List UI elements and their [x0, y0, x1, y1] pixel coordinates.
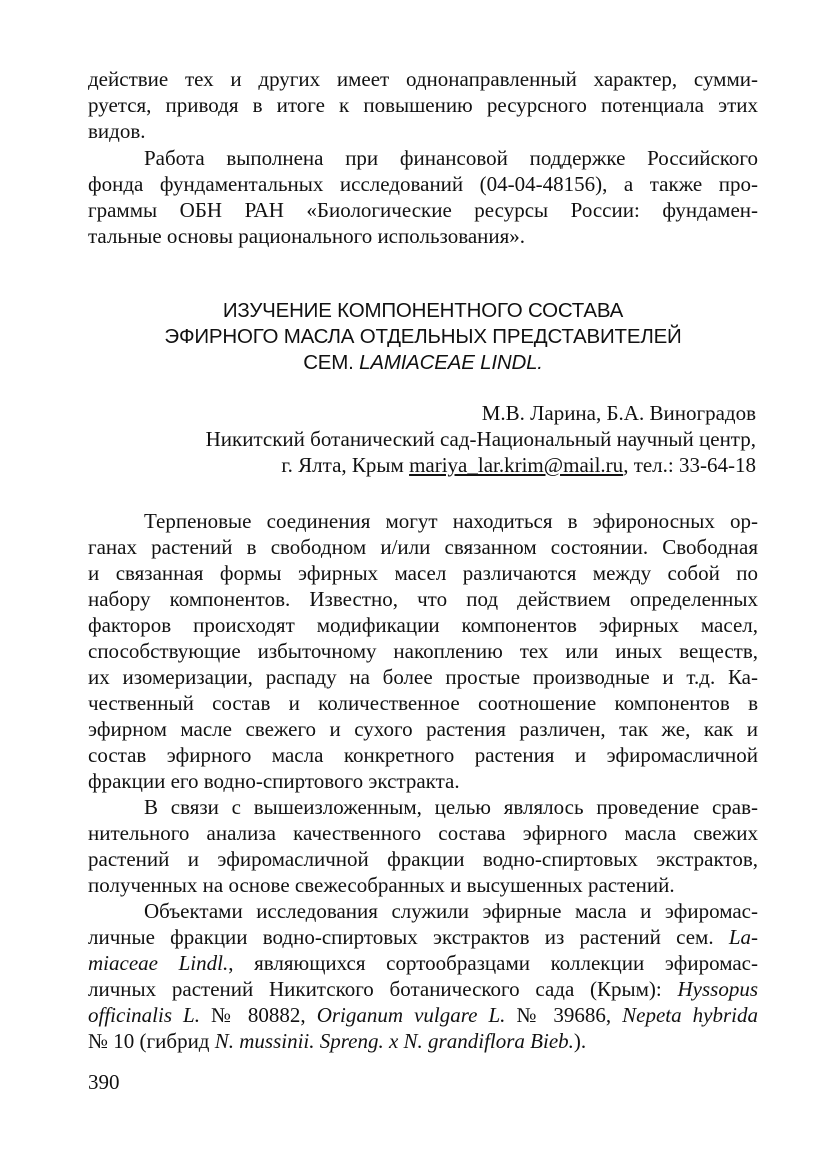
- text-line: [88, 924, 758, 950]
- paragraph-3: [88, 898, 758, 1054]
- email-link[interactable]: mariya_lar.krim@mail.ru: [409, 453, 624, 477]
- text-run: личных растений Никитского ботанического сада (Крым):: [88, 977, 678, 1001]
- text-run: № 10 (гибрид: [88, 1029, 215, 1053]
- text-line: Работа выполнена при финансовой поддержке Российского: [144, 146, 758, 170]
- italic-run: miaceae Lindl.: [88, 951, 229, 975]
- top-paragraph: [88, 66, 758, 144]
- phone: , тел.: 33-64-18: [623, 453, 756, 477]
- text-run: № 80882,: [199, 1003, 317, 1027]
- italic-run: La-: [728, 925, 758, 949]
- family-name: LAMIACEAE LINDL.: [359, 351, 543, 374]
- text-line: фонда фундаментальных исследований (04-04-48156), а также про-: [88, 172, 758, 196]
- title-line: ЭФИРНОГО МАСЛА ОТДЕЛЬНЫХ ПРЕДСТАВИТЕЛЕЙ: [164, 325, 682, 348]
- text-line: эфирном масле свежего и сухого растения различен, так же, как и: [88, 717, 758, 741]
- text-line: граммы ОБН РАН «Биологические ресурсы России: фундамен-: [88, 198, 758, 222]
- text-run: личные фракции водно-спиртовых экстрактов из растений сем.: [88, 925, 729, 949]
- text-line: фракции его водно-спиртового экстракта.: [88, 769, 460, 793]
- text-line: видов.: [88, 119, 146, 143]
- text-line: факторов происходят модификации компонентов эфирных масел,: [88, 613, 758, 637]
- funding-paragraph: [88, 145, 758, 249]
- text-line: и связанная формы эфирных масел различаются между собой по: [88, 561, 758, 585]
- title-line: [88, 350, 758, 376]
- text-line: Терпеновые соединения могут находиться в эфироносных ор-: [144, 509, 758, 533]
- text-line: Объектами исследования служили эфирные масла и эфиромас-: [144, 899, 758, 923]
- text-line: [88, 1028, 758, 1054]
- italic-run: Hyssopus: [677, 977, 758, 1001]
- affiliation: Никитский ботанический сад-Национальный научный центр,: [205, 427, 756, 451]
- title-prefix: СЕМ.: [303, 351, 360, 374]
- text-line: способствующие избыточному накоплению тех или иных веществ,: [88, 639, 758, 663]
- italic-run: Nepeta hybrida: [622, 1003, 759, 1027]
- text-line: растений и эфиромасличной фракции водно-спиртовых экстрактов,: [88, 847, 758, 871]
- page-number: 390: [88, 1070, 120, 1094]
- italic-run: N. mussinii. Spreng. x N. grandiflora Bieb.: [214, 1029, 574, 1053]
- italic-run: Origanum vulgare L.: [316, 1003, 506, 1027]
- text-line: [88, 976, 758, 1002]
- text-line: [88, 1002, 758, 1028]
- title-line: ИЗУЧЕНИЕ КОМПОНЕНТНОГО СОСТАВА: [222, 299, 624, 322]
- text-line: их изомеризации, распаду на более простые производные и т.д. Ка-: [88, 665, 758, 689]
- text-line: руется, приводя в итоге к повышению ресурсного потенциала этих: [88, 93, 758, 117]
- text-line: действие тех и других имеет однонаправленный характер, сумми-: [88, 67, 758, 91]
- italic-run: officinalis L.: [88, 1003, 200, 1027]
- text-line: чественный состав и количественное соотношение компонентов в: [88, 691, 758, 715]
- location: г. Ялта, Крым: [281, 453, 410, 477]
- text-run: ).: [573, 1029, 587, 1053]
- text-run: № 39686,: [505, 1003, 623, 1027]
- article-title: [88, 298, 758, 376]
- paragraph-1: [88, 508, 758, 794]
- text-run: , являющихся сортообразцами коллекции эфиромас-: [228, 951, 758, 975]
- authors-block: [88, 400, 756, 478]
- text-line: полученных на основе свежесобранных и высушенных растений.: [88, 873, 675, 897]
- text-line: ганах растений в свободном и/или связанном состоянии. Свободная: [88, 535, 758, 559]
- text-line: тальные основы рационального использования».: [88, 224, 526, 248]
- text-line: набору компонентов. Известно, что под действием определенных: [88, 587, 758, 611]
- text-line: В связи с вышеизложенным, целью являлось проведение срав-: [144, 795, 758, 819]
- author-names: М.В. Ларина, Б.А. Виноградов: [481, 401, 756, 425]
- paragraph-2: [88, 794, 758, 898]
- text-line: [88, 950, 758, 976]
- text-line: нительного анализа качественного состава эфирного масла свежих: [88, 821, 758, 845]
- contact-line: [88, 452, 756, 478]
- text-line: состав эфирного масла конкретного растения и эфиромасличной: [88, 743, 758, 767]
